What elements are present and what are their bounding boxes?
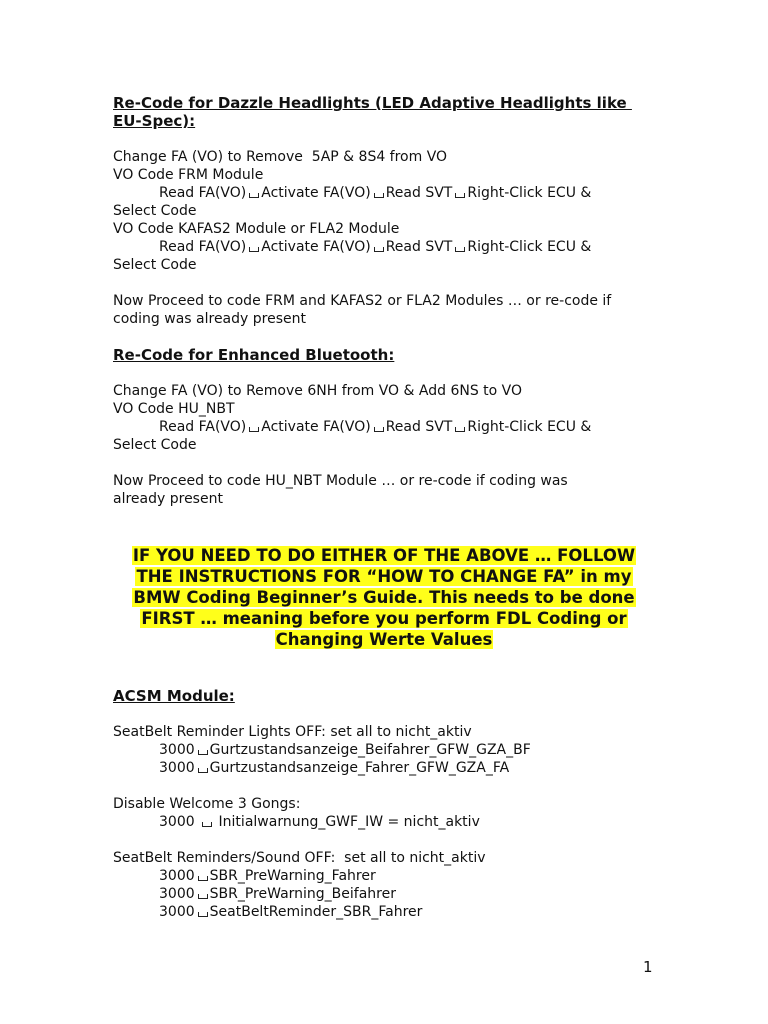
item-name: Gurtzustandsanzeige_Beifahrer_GFW_GZA_BF [209,742,531,758]
notice-line-text: FIRST … meaning before you perform FDL Coding or [141,609,627,628]
step-read-fa: Read FA(VO) [159,185,247,201]
dazzle-vo-code-frm: VO Code FRM Module [113,167,264,183]
dazzle-select-code-2: Select Code [113,257,197,273]
item-code: 3000 [159,868,195,884]
step-read-svt: Read SVT [385,239,453,255]
notice-line [110,545,658,566]
space-marker-icon [198,876,208,881]
notice-line [110,587,658,608]
item-code: 3000 [159,814,200,830]
notice-line-text: Changing Werte Values [275,630,493,649]
notice-line-text: THE INSTRUCTIONS FOR “HOW TO CHANGE FA” in my [136,567,632,586]
space-marker-icon [374,427,384,432]
bluetooth-proceed-line1: Now Proceed to code HU_NBT Module … or re-code if coding was [113,473,568,489]
item-name: SBR_PreWarning_Beifahrer [209,886,396,902]
dazzle-proceed-line1: Now Proceed to code FRM and KAFAS2 or FLA2 Modules … or re-code if [113,293,612,309]
item-code: 3000 [159,904,195,920]
dazzle-steps-2 [159,238,591,256]
dazzle-proceed-line2: coding was already present [113,311,306,327]
space-marker-icon [455,247,465,252]
bluetooth-vo-code: VO Code HU_NBT [113,401,235,417]
space-marker-icon [198,768,208,773]
acsm-heading: ACSM Module: [113,687,235,705]
step-right-click: Right-Click ECU & [467,185,592,201]
acsm-seatbelt-lights: SeatBelt Reminder Lights OFF: set all to nicht_aktiv [113,724,472,740]
acsm-sound-item [159,903,422,921]
acsm-gong-item [159,813,480,831]
dazzle-select-code-1: Select Code [113,203,197,219]
dazzle-change-fa: Change FA (VO) to Remove 5AP & 8S4 from VO [113,149,448,165]
notice-line [110,629,658,650]
notice-line-text: IF YOU NEED TO DO EITHER OF THE ABOVE … FOLLOW [132,546,636,565]
bluetooth-select-code: Select Code [113,437,197,453]
acsm-sound-item [159,885,396,903]
dazzle-heading-line2: EU-Spec): [113,112,196,130]
notice-line [110,608,658,629]
item-code: 3000 [159,886,195,902]
step-read-fa: Read FA(VO) [159,419,247,435]
step-read-svt: Read SVT [385,419,453,435]
highlighted-notice [110,545,658,650]
space-marker-icon [202,822,212,827]
step-activate-fa: Activate FA(VO) [261,185,371,201]
bluetooth-heading: Re-Code for Enhanced Bluetooth: [113,346,395,364]
item-name: Gurtzustandsanzeige_Fahrer_GFW_GZA_FA [209,760,510,776]
item-name: SBR_PreWarning_Fahrer [209,868,376,884]
dazzle-steps-1 [159,184,591,202]
space-marker-icon [374,247,384,252]
acsm-sound-off: SeatBelt Reminders/Sound OFF: set all to nicht_aktiv [113,850,486,866]
item-name: Initialwarnung_GWF_IW = nicht_aktiv [214,814,480,830]
bluetooth-change-fa: Change FA (VO) to Remove 6NH from VO & Add 6NS to VO [113,383,523,399]
step-activate-fa: Activate FA(VO) [261,419,371,435]
bluetooth-steps [159,418,591,436]
space-marker-icon [249,427,259,432]
space-marker-icon [249,193,259,198]
step-read-fa: Read FA(VO) [159,239,247,255]
step-activate-fa: Activate FA(VO) [261,239,371,255]
notice-line-text: BMW Coding Beginner’s Guide. This needs to be done [133,588,635,607]
dazzle-vo-code-kafas: VO Code KAFAS2 Module or FLA2 Module [113,221,400,237]
space-marker-icon [249,247,259,252]
space-marker-icon [198,750,208,755]
step-right-click: Right-Click ECU & [467,419,592,435]
acsm-lights-item [159,759,509,777]
bluetooth-proceed-line2: already present [113,491,223,507]
item-code: 3000 [159,742,195,758]
step-right-click: Right-Click ECU & [467,239,592,255]
space-marker-icon [374,193,384,198]
dazzle-heading-line1: Re-Code for Dazzle Headlights (LED Adaptive Headlights like [113,94,632,112]
item-code: 3000 [159,760,195,776]
page-number: 1 [643,958,653,976]
acsm-lights-item [159,741,531,759]
item-name: SeatBeltReminder_SBR_Fahrer [209,904,423,920]
notice-line [110,566,658,587]
acsm-sound-item [159,867,376,885]
acsm-gongs: Disable Welcome 3 Gongs: [113,796,301,812]
space-marker-icon [198,894,208,899]
space-marker-icon [455,193,465,198]
space-marker-icon [455,427,465,432]
step-read-svt: Read SVT [385,185,453,201]
space-marker-icon [198,912,208,917]
